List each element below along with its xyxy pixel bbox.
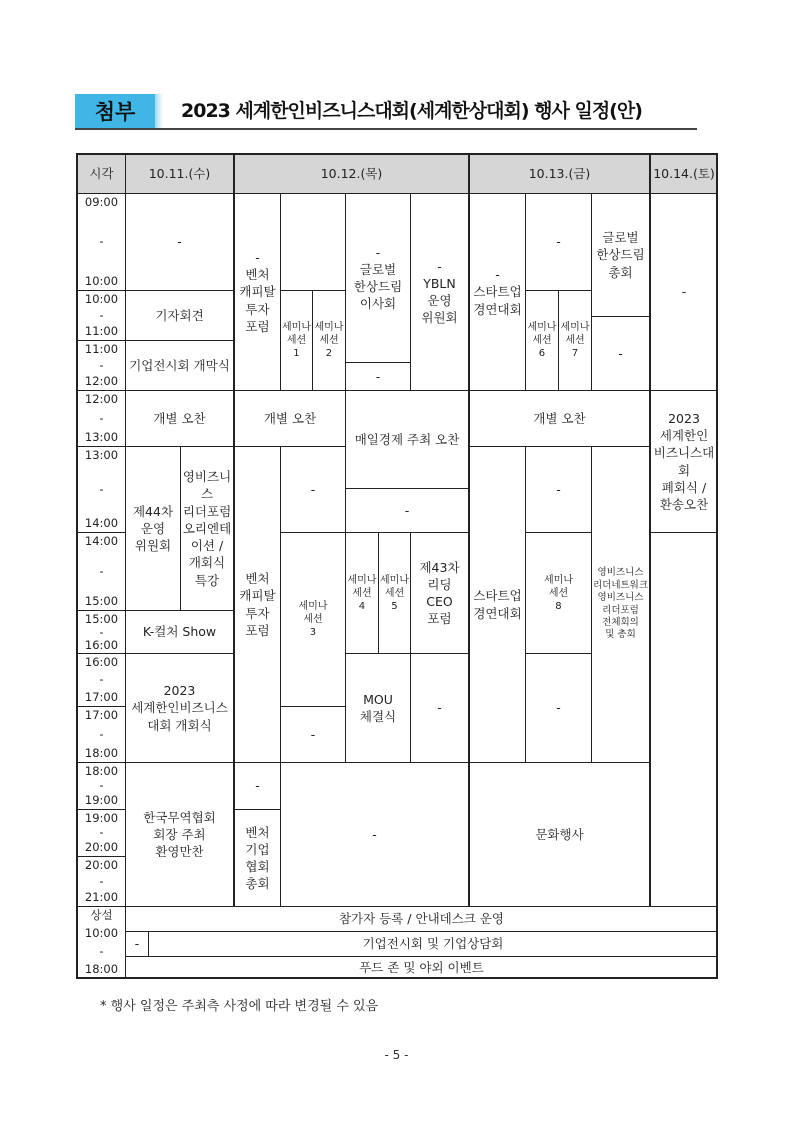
- d2-seminar-5: 세미나 세션 5: [378, 532, 411, 654]
- d2-vc-forum-am: - 벤처 캐피탈 투자 포럼: [233, 193, 281, 391]
- d3-culture-event: 문화행사: [468, 762, 650, 907]
- time-sep: -: [99, 357, 104, 372]
- d3-seminar-8: 세미나 세션 8: [525, 532, 592, 654]
- d1-committee: 제44차 운영 위원회: [125, 446, 181, 611]
- time-end: 13:00: [84, 429, 119, 444]
- d2-seminar-1: 세미나 세션 1: [280, 290, 313, 391]
- expo-consultation: 기업전시회 및 기업상담회: [148, 931, 718, 957]
- d2-board-meeting: - 글로벌 한상드림 이사회: [345, 193, 411, 363]
- time-slot: [77, 762, 126, 810]
- time-end: 12:00: [84, 373, 119, 388]
- time-sep: -: [99, 307, 104, 322]
- d3-seminar-7-dash: -: [591, 316, 650, 391]
- time-end: 16:00: [84, 638, 119, 653]
- d3-seminar-8-dash: -: [525, 653, 592, 763]
- d3-seminar-7: 세미나 세션 7: [558, 290, 592, 391]
- registration-desk: 참가자 등록 / 안내데스크 운영: [125, 906, 718, 932]
- time-slot: [77, 390, 126, 447]
- d1-welcome-dinner: 한국무역협회 회장 주최 환영만찬: [125, 762, 234, 907]
- time-sep: -: [99, 563, 104, 578]
- d3-seminar-6: 세미나 세션 6: [525, 290, 559, 391]
- time-slot: [77, 809, 126, 857]
- time-sep: -: [99, 873, 104, 888]
- time-slot: [77, 706, 126, 763]
- d4-closing: 2023 세계한인 비즈니스대회 폐회식 / 환송오찬: [649, 390, 718, 533]
- time-start: 14:00: [84, 534, 119, 548]
- page-number: - 5 -: [384, 1048, 409, 1062]
- d3-global-general: 글로벌 한상드림 총회: [591, 193, 650, 317]
- d3-young-biz-general: 영비즈니스 리더네트워크 영비즈니스 리더포럼 전체회의 및 총회: [591, 446, 650, 763]
- d2-am-top-blank: [280, 193, 346, 291]
- d3-startup-am: - 스타트업 경연대회: [468, 193, 526, 391]
- time-sep: -: [99, 825, 104, 840]
- time-sep: -: [99, 625, 104, 640]
- d2-pm-dash-1: -: [280, 446, 346, 533]
- time-end: 14:00: [84, 515, 119, 530]
- d3-startup-pm: 스타트업 경연대회: [468, 446, 526, 763]
- d3-pm-dash: -: [525, 446, 592, 533]
- time-sep: -: [99, 672, 104, 687]
- d1-press-conference: 기자회견: [125, 290, 234, 341]
- d2-mou-ceremony: MOU 체결식: [345, 653, 411, 763]
- header-day3: 10.13.(금): [468, 153, 650, 194]
- time-start: 09:00: [84, 195, 119, 209]
- d1-opening-ceremony: 2023 세계한인비즈니스 대회 개회식: [125, 653, 234, 763]
- time-slot: [77, 290, 126, 341]
- d2-leading-ceo-forum: 제43차 리딩 CEO 포럼: [410, 532, 469, 654]
- time-sep: -: [99, 410, 104, 425]
- header-day2: 10.12.(목): [233, 153, 469, 194]
- d2-evening-dash: -: [233, 762, 281, 810]
- time-end: 17:00: [84, 689, 119, 704]
- header-time: 시각: [77, 153, 126, 194]
- d2-lunch: 개별 오찬: [233, 390, 346, 447]
- d2-seminar-3-dash: -: [280, 706, 346, 763]
- time-start: 16:00: [84, 655, 119, 669]
- time-slot: [77, 446, 126, 533]
- d3-am-dash: -: [525, 193, 592, 291]
- attachment-tag: 첨부: [75, 94, 155, 128]
- header-day4: 10.14.(토): [649, 153, 718, 194]
- time-end: 18:00: [84, 745, 119, 760]
- time-sep: -: [99, 481, 104, 496]
- time-end: 15:00: [84, 593, 119, 608]
- d4-morning: -: [649, 193, 718, 391]
- d2-venture-assoc: 벤처 기업 협회 총회: [233, 809, 281, 907]
- time-sep: -: [99, 778, 104, 793]
- d4-afternoon-blank: [649, 532, 718, 907]
- permanent-label-line: 상설: [90, 908, 113, 922]
- page-title: 2023 세계한인비즈니스대회(세계한상대회) 행사 일정(안): [181, 100, 642, 122]
- d2-evening-main: -: [280, 762, 469, 907]
- d1-lunch: 개별 오찬: [125, 390, 234, 447]
- d2-seminar-2: 세미나 세션 2: [312, 290, 346, 391]
- time-sep: -: [99, 726, 104, 741]
- time-slot: [77, 340, 126, 391]
- time-start: 12:00: [84, 392, 119, 406]
- d2-mou-dash: -: [410, 653, 469, 763]
- time-sep: -: [99, 234, 104, 249]
- time-end: 11:00: [84, 323, 119, 338]
- time-slot: [77, 610, 126, 654]
- footnote: * 행사 일정은 주최측 사정에 따라 변경될 수 있음: [100, 999, 379, 1014]
- time-end: 19:00: [84, 792, 119, 807]
- d2-seminar-4: 세미나 세션 4: [345, 532, 379, 654]
- time-slot: [77, 193, 126, 291]
- d1-expo-opening: 기업전시회 개막식: [125, 340, 234, 391]
- time-slot: [77, 532, 126, 611]
- permanent-label-line: -: [99, 943, 104, 958]
- d2-vc-forum-pm: 벤처 캐피탈 투자 포럼: [233, 446, 281, 763]
- d2-mk-lunch: 매일경제 주최 오찬: [345, 390, 469, 489]
- time-start: 13:00: [84, 448, 119, 462]
- time-start: 15:00: [84, 612, 119, 626]
- time-start: 17:00: [84, 708, 119, 722]
- expo-dash: -: [125, 931, 149, 957]
- time-end: 10:00: [84, 273, 119, 288]
- permanent-label: [77, 906, 126, 979]
- time-start: 10:00: [84, 292, 119, 306]
- time-slot: [77, 856, 126, 907]
- time-end: 21:00: [84, 889, 119, 904]
- time-end: 20:00: [84, 839, 119, 854]
- d3-lunch: 개별 오찬: [468, 390, 650, 447]
- time-start: 18:00: [84, 764, 119, 778]
- permanent-label-line: 10:00: [84, 925, 119, 940]
- time-start: 11:00: [84, 342, 119, 356]
- d2-seminar-3: 세미나 세션 3: [280, 532, 346, 707]
- header-day1: 10.11.(수): [125, 153, 234, 194]
- food-zone: 푸드 존 및 야외 이벤트: [125, 956, 718, 979]
- d1-kculture-show: K-컬처 Show: [125, 610, 234, 654]
- time-slot: [77, 653, 126, 707]
- time-start: 19:00: [84, 811, 119, 825]
- d2-board-dash: -: [345, 362, 411, 391]
- d2-pm-dash-2: -: [345, 488, 469, 533]
- d2-ybln-committee: - YBLN 운영 위원회: [410, 193, 469, 391]
- d1-young-biz-forum: 영비즈니스 리더포럼 오리엔테 이션 / 개회식 특강: [180, 446, 234, 611]
- time-start: 20:00: [84, 858, 119, 872]
- permanent-label-line: 18:00: [84, 961, 119, 976]
- d1-morning: -: [125, 193, 234, 291]
